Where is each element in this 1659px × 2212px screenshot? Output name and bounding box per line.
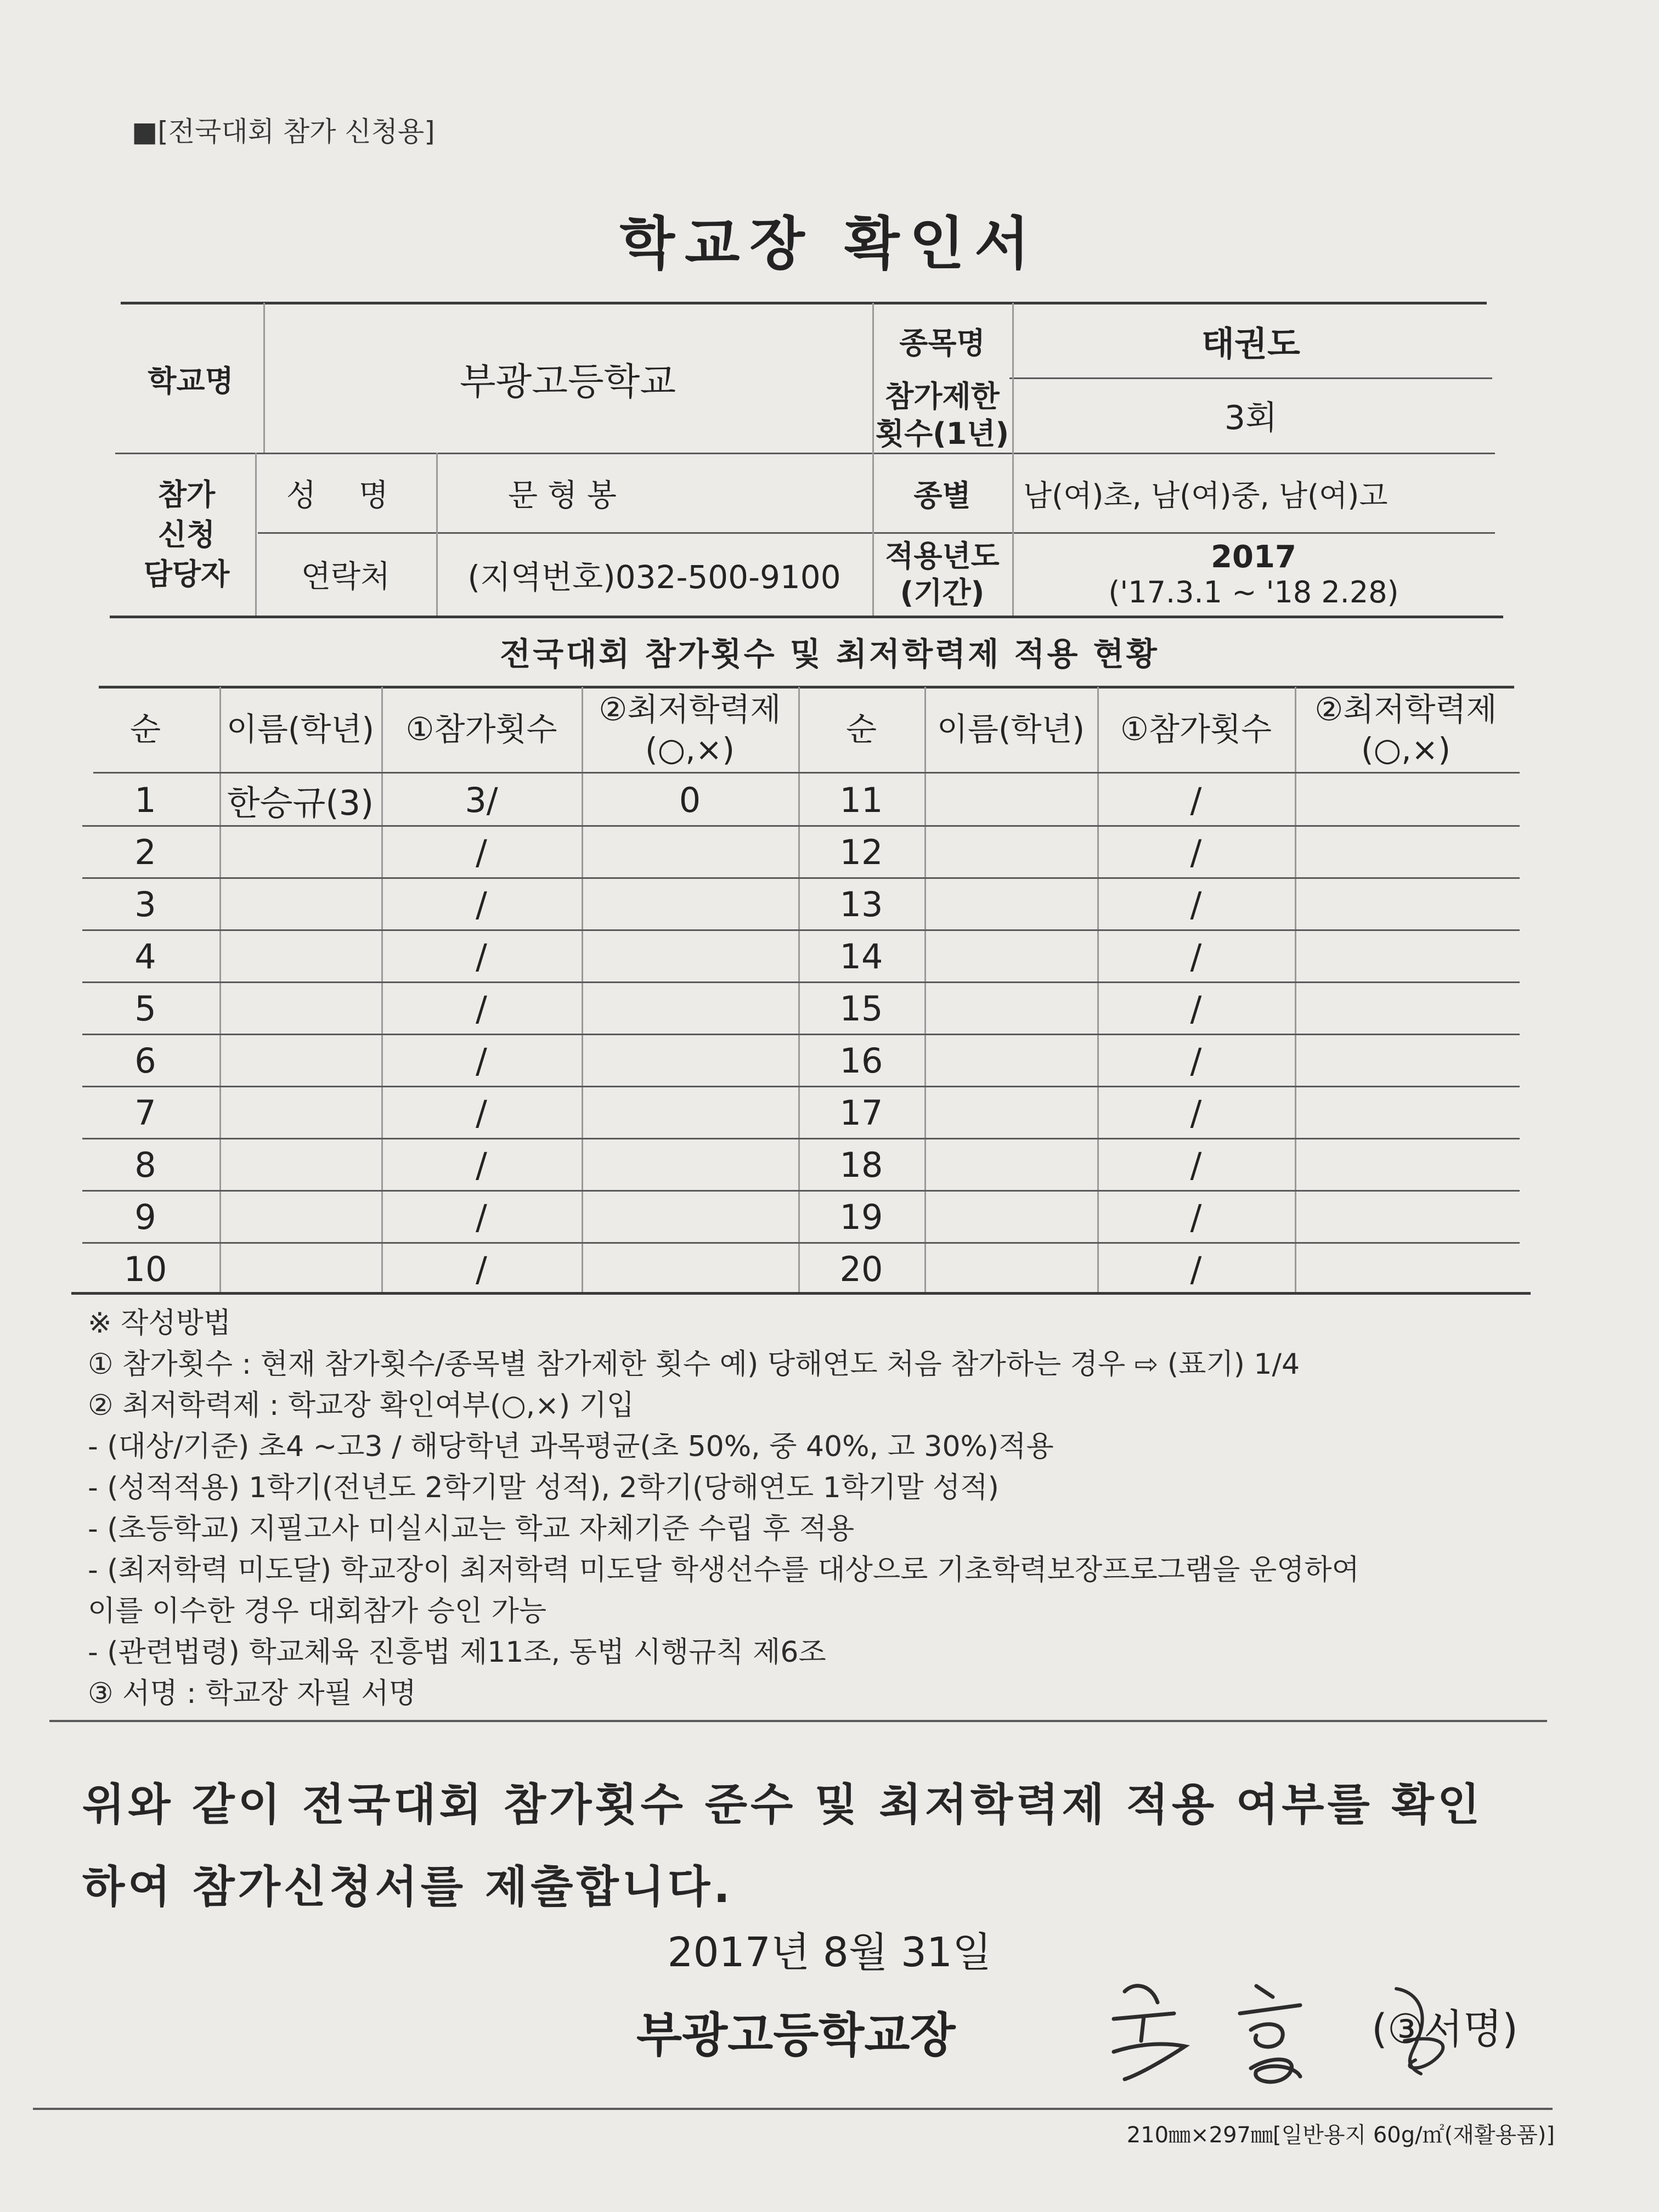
period-value: ('17.3.1 ~ '18 2.28) — [1108, 575, 1399, 610]
table-cell — [924, 878, 1097, 930]
table-cell: 3/ — [465, 780, 498, 820]
table-cell: 18 — [839, 1145, 883, 1185]
year-label: 적용년도 (기간) — [885, 538, 1000, 610]
table-cell — [219, 1035, 381, 1087]
table-cell: / — [476, 936, 487, 977]
table-cell — [582, 983, 798, 1035]
table-cell: 9 — [134, 1197, 156, 1237]
table-cell: / — [1190, 989, 1202, 1029]
table-cell: 19 — [839, 1197, 883, 1237]
note-line: ※ 작성방법 — [88, 1307, 232, 1340]
table-header-cell: ①참가횟수 — [405, 710, 557, 748]
table-cell — [924, 930, 1097, 983]
table-header-cell: 순 — [845, 710, 877, 748]
notes-divider — [49, 1720, 1547, 1722]
contact-label: 연락처 — [301, 559, 391, 595]
table-cell: / — [1190, 936, 1202, 977]
table-cell: / — [1190, 780, 1202, 820]
table-cell: / — [1190, 1145, 1202, 1185]
contact-value: (지역번호)032-500-9100 — [467, 558, 841, 596]
table-cell: 20 — [839, 1249, 883, 1289]
table-cell: 16 — [839, 1041, 883, 1081]
table-cell — [219, 1087, 381, 1139]
table-cell — [1295, 983, 1517, 1035]
table-cell — [219, 1191, 381, 1243]
year-value: 2017 — [1211, 539, 1296, 575]
table-cell — [924, 1243, 1097, 1295]
note-line: - (성적적용) 1학기(전년도 2학기말 성적), 2학기(당해연도 1학기말 성적) — [88, 1471, 999, 1504]
table-cell — [924, 1087, 1097, 1139]
table-header-cell: 이름(학년) — [936, 710, 1085, 748]
section-title: 전국대회 참가횟수 및 최저학력제 적용 현황 — [500, 635, 1159, 673]
table-header-cell: ②최저학력제 (○,×) — [1314, 691, 1497, 768]
school-name-label: 학교명 — [148, 363, 234, 398]
paper-spec: 210㎜×297㎜[일반용지 60g/㎡(재활용품)] — [1126, 2123, 1555, 2148]
table-cell: / — [476, 832, 487, 872]
table-cell: 17 — [839, 1093, 883, 1133]
note-line: - (최저학력 미도달) 학교장이 최저학력 미도달 학생선수를 대상으로 기초학력보장프로그램을 운영하여 — [88, 1554, 1359, 1587]
note-line: 이를 이수한 경우 대회참가 승인 가능 — [88, 1595, 547, 1628]
table-cell — [924, 1035, 1097, 1087]
table-header-cell: 이름(학년) — [226, 710, 375, 748]
table-cell — [219, 930, 381, 983]
table-cell: / — [476, 1249, 487, 1289]
table-cell — [1295, 774, 1517, 826]
table-cell — [924, 1191, 1097, 1243]
name-value: 문 형 봉 — [508, 478, 617, 514]
table-cell — [924, 774, 1097, 826]
table-cell: 5 — [134, 989, 156, 1029]
limit-label: 참가제한 횟수(1년) — [875, 379, 1009, 451]
table-cell: / — [476, 1145, 487, 1185]
table-cell: / — [476, 1093, 487, 1133]
table-cell — [924, 1139, 1097, 1191]
info-rule-bottom — [110, 616, 1503, 618]
table-cell — [219, 826, 381, 878]
table-cell: 8 — [134, 1145, 156, 1185]
table-cell: 0 — [679, 780, 701, 820]
table-cell: 10 — [123, 1249, 167, 1289]
table-cell — [582, 1243, 798, 1295]
table-cell: 4 — [134, 936, 156, 977]
table-cell — [219, 1243, 381, 1295]
table-cell: 6 — [134, 1041, 156, 1081]
table-cell: 1 — [134, 780, 156, 820]
table-cell — [582, 1191, 798, 1243]
table-header-cell: ①참가횟수 — [1120, 710, 1272, 748]
table-cell: 11 — [839, 780, 883, 820]
table-cell — [582, 826, 798, 878]
note-line: - (초등학교) 지필고사 미실시교는 학교 자체기준 수립 후 적용 — [88, 1513, 855, 1545]
sport-value: 태권도 — [1201, 324, 1300, 364]
page-title: 학교장 확인서 — [619, 210, 1040, 277]
table-cell — [924, 826, 1097, 878]
note-line: ③ 서명 : 학교장 자필 서명 — [88, 1677, 416, 1710]
statement-line-2: 하여 참가신청서를 제출합니다. — [82, 1861, 733, 1912]
gender-label: 종별 — [913, 478, 971, 513]
note-line: ① 참가횟수 : 현재 참가횟수/종목별 참가제한 횟수 예) 당해연도 처음 참가하는 경우 ⇨ (표기) 1/4 — [88, 1348, 1300, 1381]
table-cell: 12 — [839, 832, 883, 872]
sport-label: 종목명 — [899, 326, 985, 360]
table-cell: / — [1190, 884, 1202, 924]
note-line: - (관련법령) 학교체육 진흥법 제11조, 동법 시행규칙 제6조 — [88, 1636, 826, 1669]
table-cell: / — [1190, 1041, 1202, 1081]
table-header-cell: 순 — [129, 710, 161, 748]
table-cell — [582, 930, 798, 983]
footer-divider — [33, 2108, 1553, 2110]
table-cell: / — [476, 989, 487, 1029]
name-label: 성 명 — [286, 478, 405, 514]
limit-value: 3회 — [1224, 398, 1278, 437]
table-cell: 15 — [839, 989, 883, 1029]
table-cell: 13 — [839, 884, 883, 924]
form-tag: ■[전국대회 참가 신청용] — [132, 116, 435, 148]
table-cell — [1295, 1191, 1517, 1243]
table-cell — [1295, 1243, 1517, 1295]
date: 2017년 8월 31일 — [667, 1929, 992, 1976]
table-cell: 한승규(3) — [227, 783, 374, 823]
table-cell — [1295, 1087, 1517, 1139]
table-cell: / — [476, 1041, 487, 1081]
signature-label: (③서명) — [1372, 2006, 1519, 2053]
table-cell — [1295, 1139, 1517, 1191]
table-cell: / — [1190, 1249, 1202, 1289]
table-cell: / — [1190, 1093, 1202, 1133]
school-name-value: 부광고등학교 — [459, 360, 676, 404]
table-cell — [1295, 1035, 1517, 1087]
table-cell: / — [476, 884, 487, 924]
table-cell — [219, 983, 381, 1035]
manager-label: 참가 신청 담당자 — [143, 477, 230, 592]
principal-name: 부광고등학교장 — [636, 2008, 956, 2063]
gender-value: 남(여)초, 남(여)중, 남(여)고 — [1023, 478, 1388, 513]
year-cell — [1012, 533, 1495, 616]
table-cell — [924, 983, 1097, 1035]
table-cell — [582, 1035, 798, 1087]
table-cell: / — [476, 1197, 487, 1237]
table-cell: / — [1190, 832, 1202, 872]
table-cell: 2 — [134, 832, 156, 872]
table-cell — [582, 878, 798, 930]
table-cell — [1295, 878, 1517, 930]
instructions — [88, 1303, 1359, 1714]
note-line: - (대상/기준) 초4 ~고3 / 해당학년 과목평균(초 50%, 중 40%, 고 30%)적용 — [88, 1430, 1054, 1463]
table-cell: 3 — [134, 884, 156, 924]
table-cell — [219, 878, 381, 930]
table-cell: / — [1190, 1197, 1202, 1237]
table-header-cell: ②최저학력제 (○,×) — [599, 691, 781, 768]
table-cell — [582, 1139, 798, 1191]
table-cell — [582, 1087, 798, 1139]
statement — [82, 1764, 1483, 1928]
table-cell — [1295, 930, 1517, 983]
table-cell: 7 — [134, 1093, 156, 1133]
table-cell — [1295, 826, 1517, 878]
table-cell — [219, 1139, 381, 1191]
note-line: ② 최저학력제 : 학교장 확인여부(○,×) 기입 — [88, 1389, 635, 1422]
statement-line-1: 위와 같이 전국대회 참가횟수 준수 및 최저학력제 적용 여부를 확인 — [82, 1779, 1483, 1830]
table-cell: 14 — [839, 936, 883, 977]
table-header-rule — [93, 772, 1520, 774]
